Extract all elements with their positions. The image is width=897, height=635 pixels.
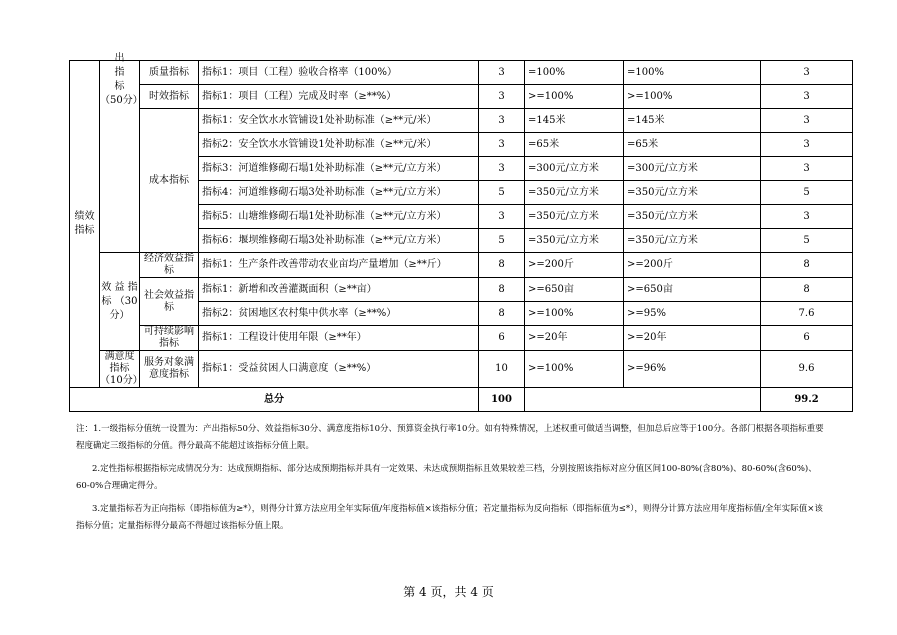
indicator-name: 指标2：安全饮水水管铺设1处补助标准（≥**元/米） (199, 133, 479, 157)
indicator-name: 指标1：新增和改善灌溉面积（≥**亩） (199, 278, 479, 302)
weight: 3 (479, 157, 525, 181)
score: 8 (761, 278, 853, 302)
actual: =350元/立方米 (624, 181, 761, 205)
actual: >=96% (624, 351, 761, 388)
indicator-name: 指标4：河道维修砌石塌3处补助标准（≥**元/立方米） (199, 181, 479, 205)
note-1: 注：1.一级指标分值统一设置为：产出指标50分、效益指标30分、满意度指标10分、预算资金执行率10分。如有特殊情况，上述权重可做适当调整，但加总后应等于100分。各部门根据各项指标重要程度确定三级指标的分值。得分最高不能超过该指标分值上限。 (76, 424, 824, 451)
actual: =100% (624, 61, 761, 85)
total-score: 99.2 (761, 388, 853, 412)
actual: >=95% (624, 302, 761, 326)
table-row (70, 253, 853, 278)
weight: 5 (479, 181, 525, 205)
target: =350元/立方米 (525, 229, 624, 253)
sub-indicator: 成本指标 (140, 109, 199, 253)
target: >=100% (525, 351, 624, 388)
actual: =65米 (624, 133, 761, 157)
weight: 6 (479, 326, 525, 351)
indicator-name: 指标1：生产条件改善带动农业亩均产量增加（≥**斤） (199, 253, 479, 278)
table-row (70, 109, 853, 133)
score: 3 (761, 109, 853, 133)
actual: >=650亩 (624, 278, 761, 302)
indicator-name: 指标2：贫困地区农村集中供水率（≥**%） (199, 302, 479, 326)
target: >=20年 (525, 326, 624, 351)
score: 6 (761, 326, 853, 351)
target: =350元/立方米 (525, 205, 624, 229)
score: 3 (761, 205, 853, 229)
indicator-name: 指标1：安全饮水水管铺设1处补助标准（≥**元/米） (199, 109, 479, 133)
total-label: 总分 (70, 388, 479, 412)
score: 3 (761, 85, 853, 109)
total-blank (525, 388, 761, 412)
table-row (70, 326, 853, 351)
indicator-name: 指标5：山塘维修砌石塌1处补助标准（≥**元/立方米） (199, 205, 479, 229)
weight: 8 (479, 253, 525, 278)
actual: =350元/立方米 (624, 229, 761, 253)
weight: 3 (479, 205, 525, 229)
indicator-name: 指标3：河道维修砌石塌1处补助标准（≥**元/立方米） (199, 157, 479, 181)
target: >=100% (525, 302, 624, 326)
weight: 8 (479, 302, 525, 326)
weight: 5 (479, 229, 525, 253)
target: >=200斤 (525, 253, 624, 278)
target: >=650亩 (525, 278, 624, 302)
sub-indicator: 时效指标 (140, 85, 199, 109)
target: >=100% (525, 85, 624, 109)
satisfaction-group-cell: 满意度 指标 （10分） (100, 351, 143, 386)
actual: =145米 (624, 109, 761, 133)
sub-indicator: 服务对象满意度指标 (140, 351, 199, 388)
target: =300元/立方米 (525, 157, 624, 181)
score: 3 (761, 133, 853, 157)
target: =65米 (525, 133, 624, 157)
table-row (70, 351, 853, 388)
page-footer: 第 4 页，共 4 页 (403, 585, 494, 599)
table-row (70, 85, 853, 109)
actual: >=100% (624, 85, 761, 109)
score: 9.6 (761, 351, 853, 388)
weight: 10 (479, 351, 525, 388)
actual: >=200斤 (624, 253, 761, 278)
output-group-cell: 出 指 标 （50分） (100, 61, 140, 253)
actual: =300元/立方米 (624, 157, 761, 181)
note-3: 3.定量指标若为正向指标（即指标值为≥*），则得分计算方法应用全年实际值/年度指标值×该指标分值；若定量指标为反向指标（即指标值为≤*），则得分计算方法应用年度指标值/全年实际值×该指标分值；定量指标得分最高不得超过该指标分值上限。 (76, 504, 823, 531)
weight: 8 (479, 278, 525, 302)
weight: 3 (479, 109, 525, 133)
sub-indicator: 可持续影响指标 (140, 326, 199, 351)
sub-indicator: 质量指标 (140, 61, 199, 85)
total-weight: 100 (479, 388, 525, 412)
table-row (70, 278, 853, 302)
score: 3 (761, 61, 853, 85)
sub-indicator: 社会效益指标 (140, 278, 199, 326)
score: 3 (761, 157, 853, 181)
actual: >=20年 (624, 326, 761, 351)
score: 8 (761, 253, 853, 278)
score: 7.6 (761, 302, 853, 326)
actual: =350元/立方米 (624, 205, 761, 229)
weight: 3 (479, 133, 525, 157)
performance-table (69, 53, 853, 412)
weight: 3 (479, 85, 525, 109)
note-2: 2.定性指标根据指标完成情况分为：达成预期指标、部分达成预期指标并具有一定效果、未达成预期指标且效果较差三档，分别按照该指标对应分值区间100-80%(含80%)、80-60%(含60%)、60-0%合理确定得分。 (76, 464, 817, 491)
sub-indicator: 经济效益指标 (140, 253, 199, 278)
indicator-name: 指标1：项目（工程）验收合格率（100%） (199, 61, 479, 85)
target: =100% (525, 61, 624, 85)
indicator-name: 指标1：项目（工程）完成及时率（≥**%） (199, 85, 479, 109)
score: 5 (761, 229, 853, 253)
total-row (70, 388, 853, 412)
notes (76, 421, 828, 535)
score: 5 (761, 181, 853, 205)
benefit-group-cell: 效 益 指 标 （30分） (100, 253, 140, 351)
weight: 3 (479, 61, 525, 85)
target: =145米 (525, 109, 624, 133)
indicator-name: 指标6：堰坝维修砌石塌3处补助标准（≥**元/立方米） (199, 229, 479, 253)
indicator-name: 指标1：工程设计使用年限（≥**年） (199, 326, 479, 351)
target: =350元/立方米 (525, 181, 624, 205)
table-row (70, 61, 853, 85)
indicator-name: 指标1：受益贫困人口满意度（≥**%） (199, 351, 479, 388)
level1-cell: 绩效指标 (70, 61, 100, 388)
